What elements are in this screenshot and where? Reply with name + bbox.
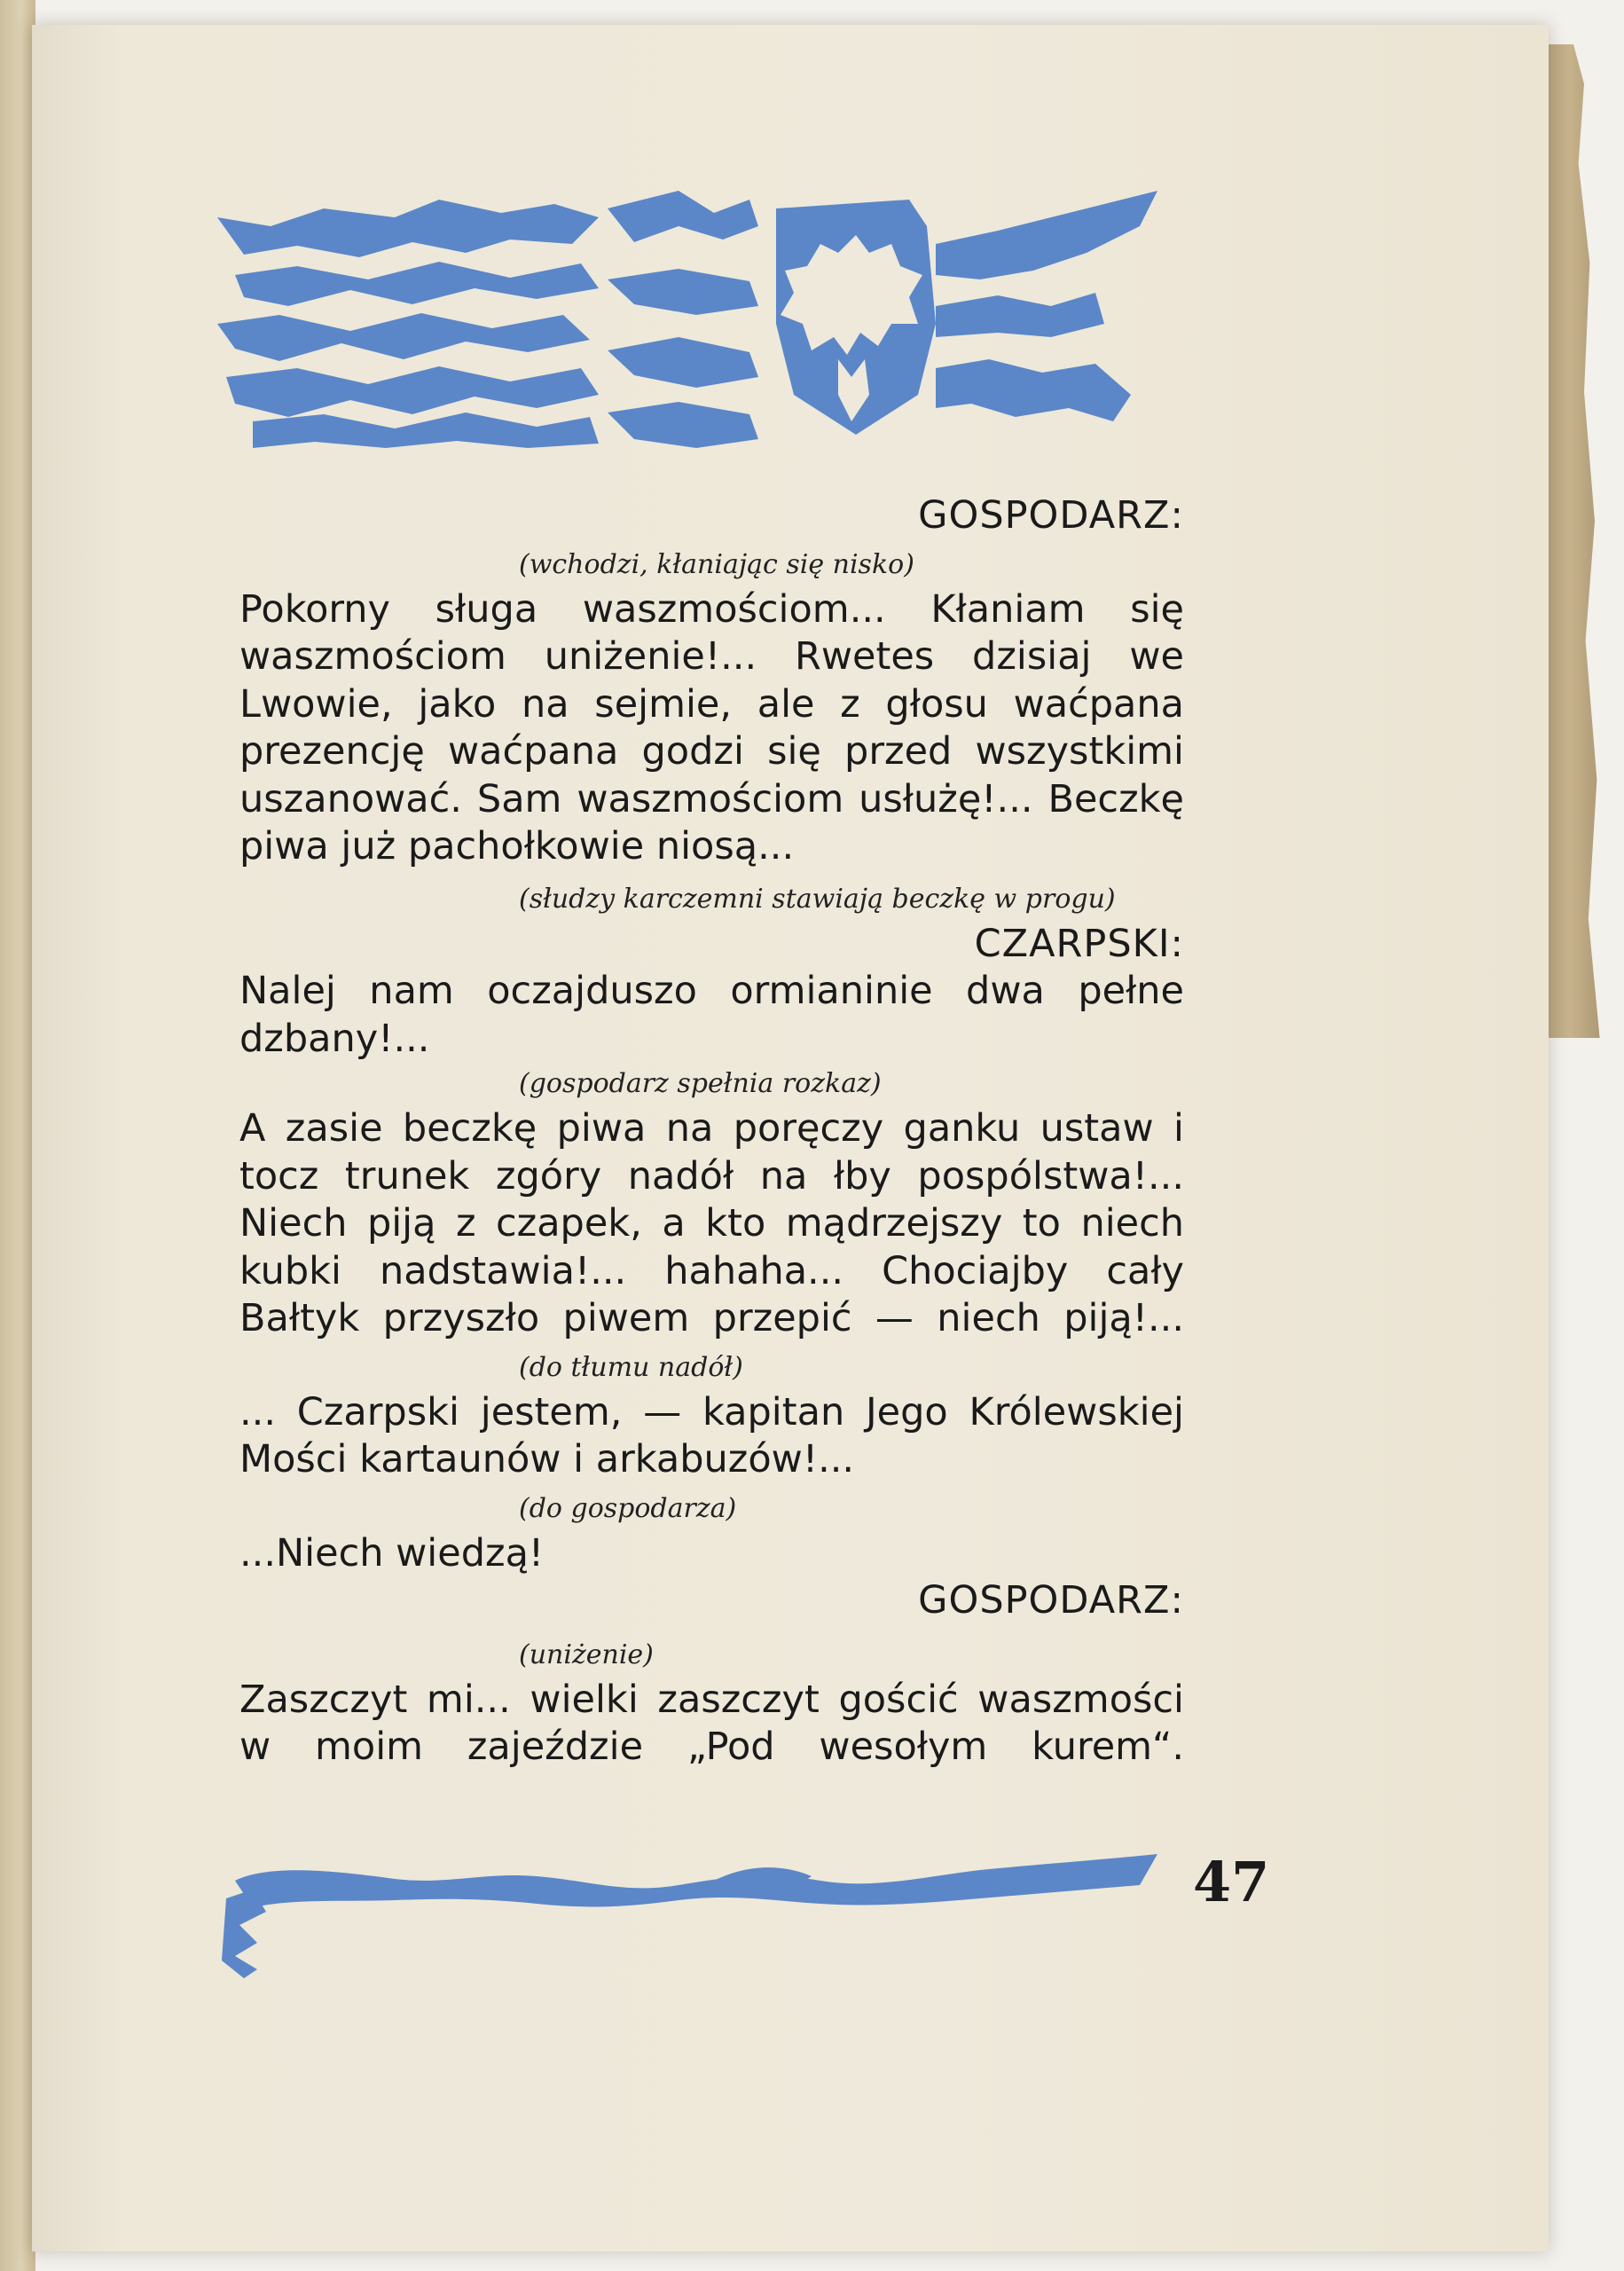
speech-paragraph: ...Niech wiedzą! (239, 1530, 545, 1576)
stage-direction: (do tłumu nadół) (519, 1351, 743, 1383)
stage-direction: (uniżenie) (519, 1638, 654, 1670)
wave-bar-ornament-icon (217, 1845, 1166, 1978)
stage-direction: (wchodzi, kłaniając się nisko) (519, 548, 914, 580)
speaker-gospodarz: GOSPODARZ: (918, 1578, 1184, 1623)
facing-page-edge (0, 0, 35, 2271)
speaker-czarpski: CZARPSKI: (974, 921, 1184, 966)
speech-paragraph: A zasie beczkę piwa na poręczy ganku ustaw i tocz trunek zgóry nadół na łby pospólstwa!... Niech piją z czapek, a kto mądrzejszy to niech kubki nadstawia!... hahaha... Chociajby cały Bałtyk przyszło piwem przepić — niech piją!... (239, 1106, 1184, 1340)
stage-direction: (gospodarz spełnia rozkaz) (519, 1068, 882, 1099)
page-text (239, 492, 1184, 1772)
speech-paragraph: Pokorny sługa waszmościom... Kłaniam się waszmościom uniżenie!... Rwetes dzisiaj we Lwowie, jako na sejmie, ale z głosu waćpana prezencję waćpana godzi się przed wszystkimi uszanować. Sam waszmościom usłużę!... Beczkę piwa już pachołkowie niosą... (239, 586, 1184, 868)
speech-paragraph: Nalej nam oczajduszo ormianinie dwa pełne dzbany!... (239, 969, 1184, 1061)
speech-paragraph: ... Czarpski jestem, — kapitan Jego Królewskiej Mości kartaunów i arkabuzów!... (239, 1389, 1184, 1481)
eagle-banner-ornament-icon (217, 191, 1157, 448)
stage-direction: (do gospodarza) (519, 1492, 737, 1524)
stage-direction: (słudzy karczemni stawiają beczkę w progu) (519, 883, 1116, 915)
speech-paragraph: Zaszczyt mi... wielki zaszczyt gościć waszmości w moim zajeździe „Pod wesołym kurem“. (239, 1677, 1184, 1769)
page-number: 47 (1193, 1850, 1270, 1914)
speaker-gospodarz: GOSPODARZ: (918, 493, 1184, 538)
